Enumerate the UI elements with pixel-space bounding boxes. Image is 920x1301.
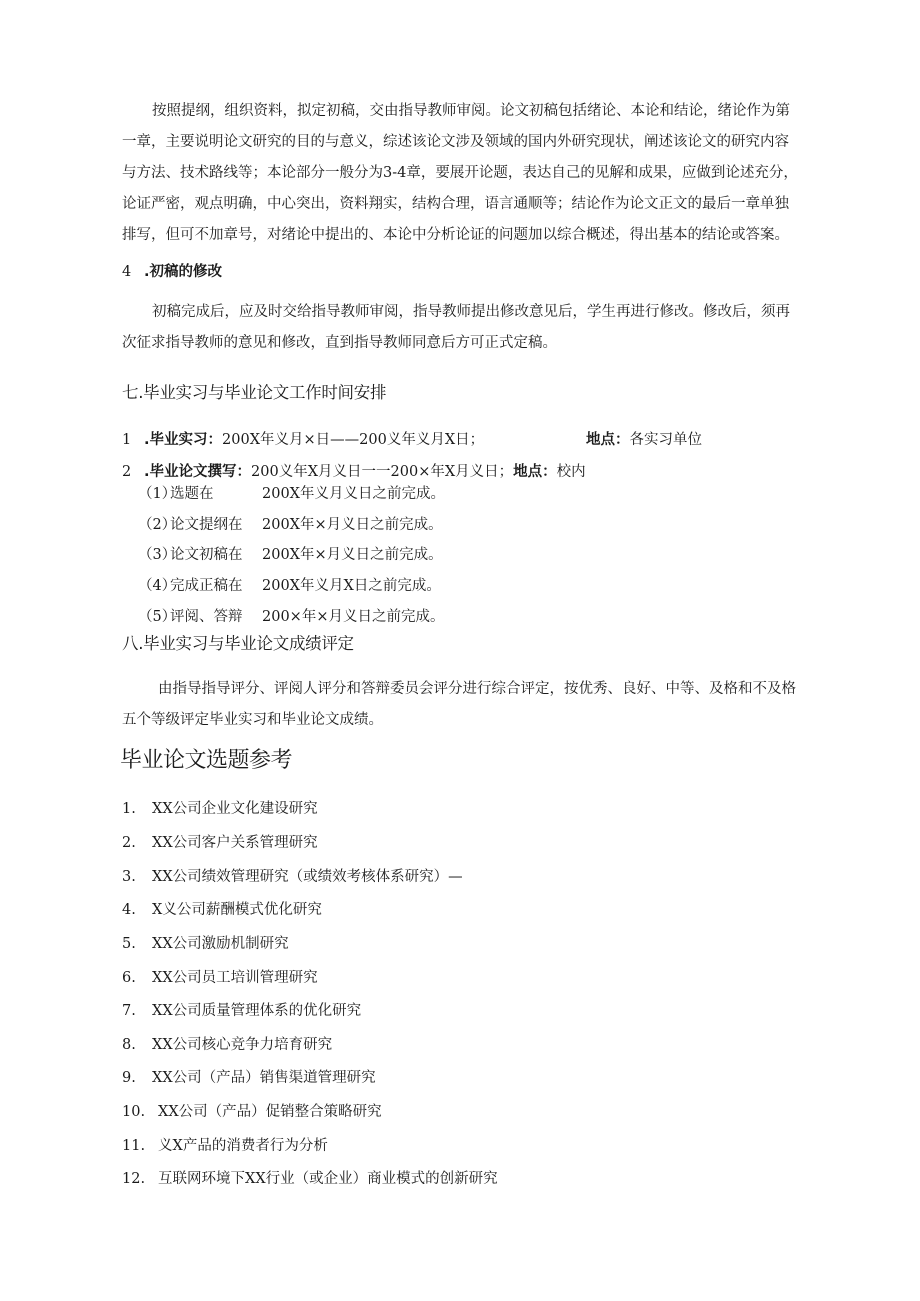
topic-item xyxy=(122,833,318,853)
location-label: 地点： xyxy=(586,432,630,448)
step-number: （4） xyxy=(138,578,177,594)
location-value: 各实习单位 xyxy=(629,432,702,448)
paragraph-line: 排写，但可不加章号，对绪论中提出的、本论中分析论证的问题加以综合概述，得出基本的结论或答案。 xyxy=(122,227,789,243)
step-number: （5） xyxy=(138,609,177,625)
topic-item xyxy=(122,1169,498,1189)
topic-text: X义公司薪酬模式优化研究 xyxy=(152,902,322,918)
topic-number: 2. xyxy=(122,835,136,851)
topic-number: 1. xyxy=(122,801,136,817)
topic-number: 12. xyxy=(122,1171,146,1187)
topics-title: 毕业论文选题参考 xyxy=(120,748,293,773)
step-time: 200X年×月义日之前完成。 xyxy=(262,547,443,563)
section-heading-evaluation: 八.毕业实习与毕业论文成绩评定 xyxy=(122,634,354,653)
topic-item xyxy=(122,1001,361,1021)
topic-text: XX公司激励机制研究 xyxy=(152,936,289,952)
topic-text: XX公司（产品）销售渠道管理研究 xyxy=(152,1070,376,1086)
topic-item xyxy=(122,1068,376,1088)
topic-number: 7. xyxy=(122,1003,136,1019)
topic-item xyxy=(122,799,318,819)
schedule-internship xyxy=(122,430,484,450)
schedule-step xyxy=(138,607,444,627)
schedule-step xyxy=(138,545,443,565)
topic-number: 3. xyxy=(122,869,136,885)
topic-text: XX公司客户关系管理研究 xyxy=(152,835,318,851)
topic-item xyxy=(122,968,318,988)
topic-number: 11. xyxy=(122,1138,146,1154)
step-number: （2） xyxy=(138,517,177,533)
location-label: 地点： xyxy=(513,464,557,480)
paragraph-line: 与方法、技术路线等；本论部分一般分为3-4章，要展开论题，表达自己的见解和成果，应做到论述充分， xyxy=(122,165,798,181)
draft-paragraph xyxy=(122,96,836,251)
schedule-step xyxy=(138,484,445,504)
step-label: 选题在 xyxy=(170,486,214,502)
paragraph-line: 五个等级评定毕业实习和毕业论文成绩。 xyxy=(122,712,383,728)
schedule-internship-location xyxy=(586,430,702,450)
topic-number: 5. xyxy=(122,936,136,952)
topic-text: 互联网环境下XX行业（或企业）商业模式的创新研究 xyxy=(158,1171,498,1187)
step-label: 论文初稿在 xyxy=(170,547,243,563)
paragraph-line: 一章，主要说明论文研究的目的与意义，综述该论文涉及领域的国内外研究现状，阐述该论文的研究内容 xyxy=(122,134,789,150)
schedule-thesis xyxy=(122,462,586,482)
topic-item xyxy=(122,867,463,887)
topic-text: 义X产品的消费者行为分析 xyxy=(158,1138,328,1154)
subheading-text: .初稿的修改 xyxy=(144,264,223,280)
revision-paragraph xyxy=(122,297,836,359)
topic-item xyxy=(122,900,322,920)
step-number: （3） xyxy=(138,547,177,563)
paragraph-line: 论证严密，观点明确，中心突出，资料翔实，结构合理，语言通顺等；结论作为论文正文的最后一章单独 xyxy=(122,196,789,212)
topic-text: XX公司核心竞争力培育研究 xyxy=(152,1037,333,1053)
subheading-number: 4 xyxy=(122,264,132,280)
schedule-value: 200义年X月义日一一200×年X月义日； xyxy=(251,464,514,480)
schedule-label: .毕业实习： xyxy=(144,432,223,448)
paragraph-line: 次征求指导教师的意见和修改，直到指导教师同意后方可正式定稿。 xyxy=(122,335,557,351)
paragraph-line: 初稿完成后，应及时交给指导教师审阅，指导教师提出修改意见后，学生再进行修改。修改后，须再 xyxy=(152,304,790,320)
step-label: 完成正稿在 xyxy=(170,578,243,594)
subheading-revision xyxy=(122,262,222,282)
schedule-step xyxy=(138,576,441,596)
section-heading-schedule: 七.毕业实习与毕业论文工作时间安排 xyxy=(122,383,387,402)
topic-number: 6. xyxy=(122,970,136,986)
topic-text: XX公司绩效管理研究（或绩效考核体系研究）— xyxy=(152,869,463,885)
topic-number: 8. xyxy=(122,1037,136,1053)
topic-item xyxy=(122,1035,332,1055)
step-label: 评阅、答辩 xyxy=(170,609,243,625)
paragraph-line: 由指导指导评分、评阅人评分和答辩委员会评分进行综合评定，按优秀、良好、中等、及格和不及格 xyxy=(158,681,796,697)
schedule-value: 200X年义月×日——200义年义月X日； xyxy=(222,432,485,448)
schedule-number: 1 xyxy=(122,432,132,448)
step-time: 200X年×月义日之前完成。 xyxy=(262,517,443,533)
topic-text: XX公司（产品）促销整合策略研究 xyxy=(158,1104,382,1120)
schedule-label: .毕业论文撰写： xyxy=(144,464,252,480)
topic-text: XX公司员工培训管理研究 xyxy=(152,970,318,986)
topic-item xyxy=(122,1136,328,1156)
schedule-number: 2 xyxy=(122,464,132,480)
paragraph-line: 按照提纲，组织资料，拟定初稿，交由指导教师审阅。论文初稿包括绪论、本论和结论，绪论作为第 xyxy=(152,103,790,119)
topic-item xyxy=(122,934,289,954)
step-time: 200X年义月X日之前完成。 xyxy=(262,578,441,594)
topic-text: XX公司企业文化建设研究 xyxy=(152,801,318,817)
location-value: 校内 xyxy=(556,464,586,480)
evaluation-paragraph xyxy=(122,674,836,736)
topic-text: XX公司质量管理体系的优化研究 xyxy=(152,1003,362,1019)
step-number: （1） xyxy=(138,486,177,502)
topic-number: 10. xyxy=(122,1104,146,1120)
topic-number: 9. xyxy=(122,1070,136,1086)
topic-number: 4. xyxy=(122,902,136,918)
step-time: 200×年×月义日之前完成。 xyxy=(262,609,445,625)
schedule-step xyxy=(138,515,443,535)
step-time: 200X年义月义日之前完成。 xyxy=(262,486,445,502)
step-label: 论文提纲在 xyxy=(170,517,243,533)
topic-item xyxy=(122,1102,382,1122)
